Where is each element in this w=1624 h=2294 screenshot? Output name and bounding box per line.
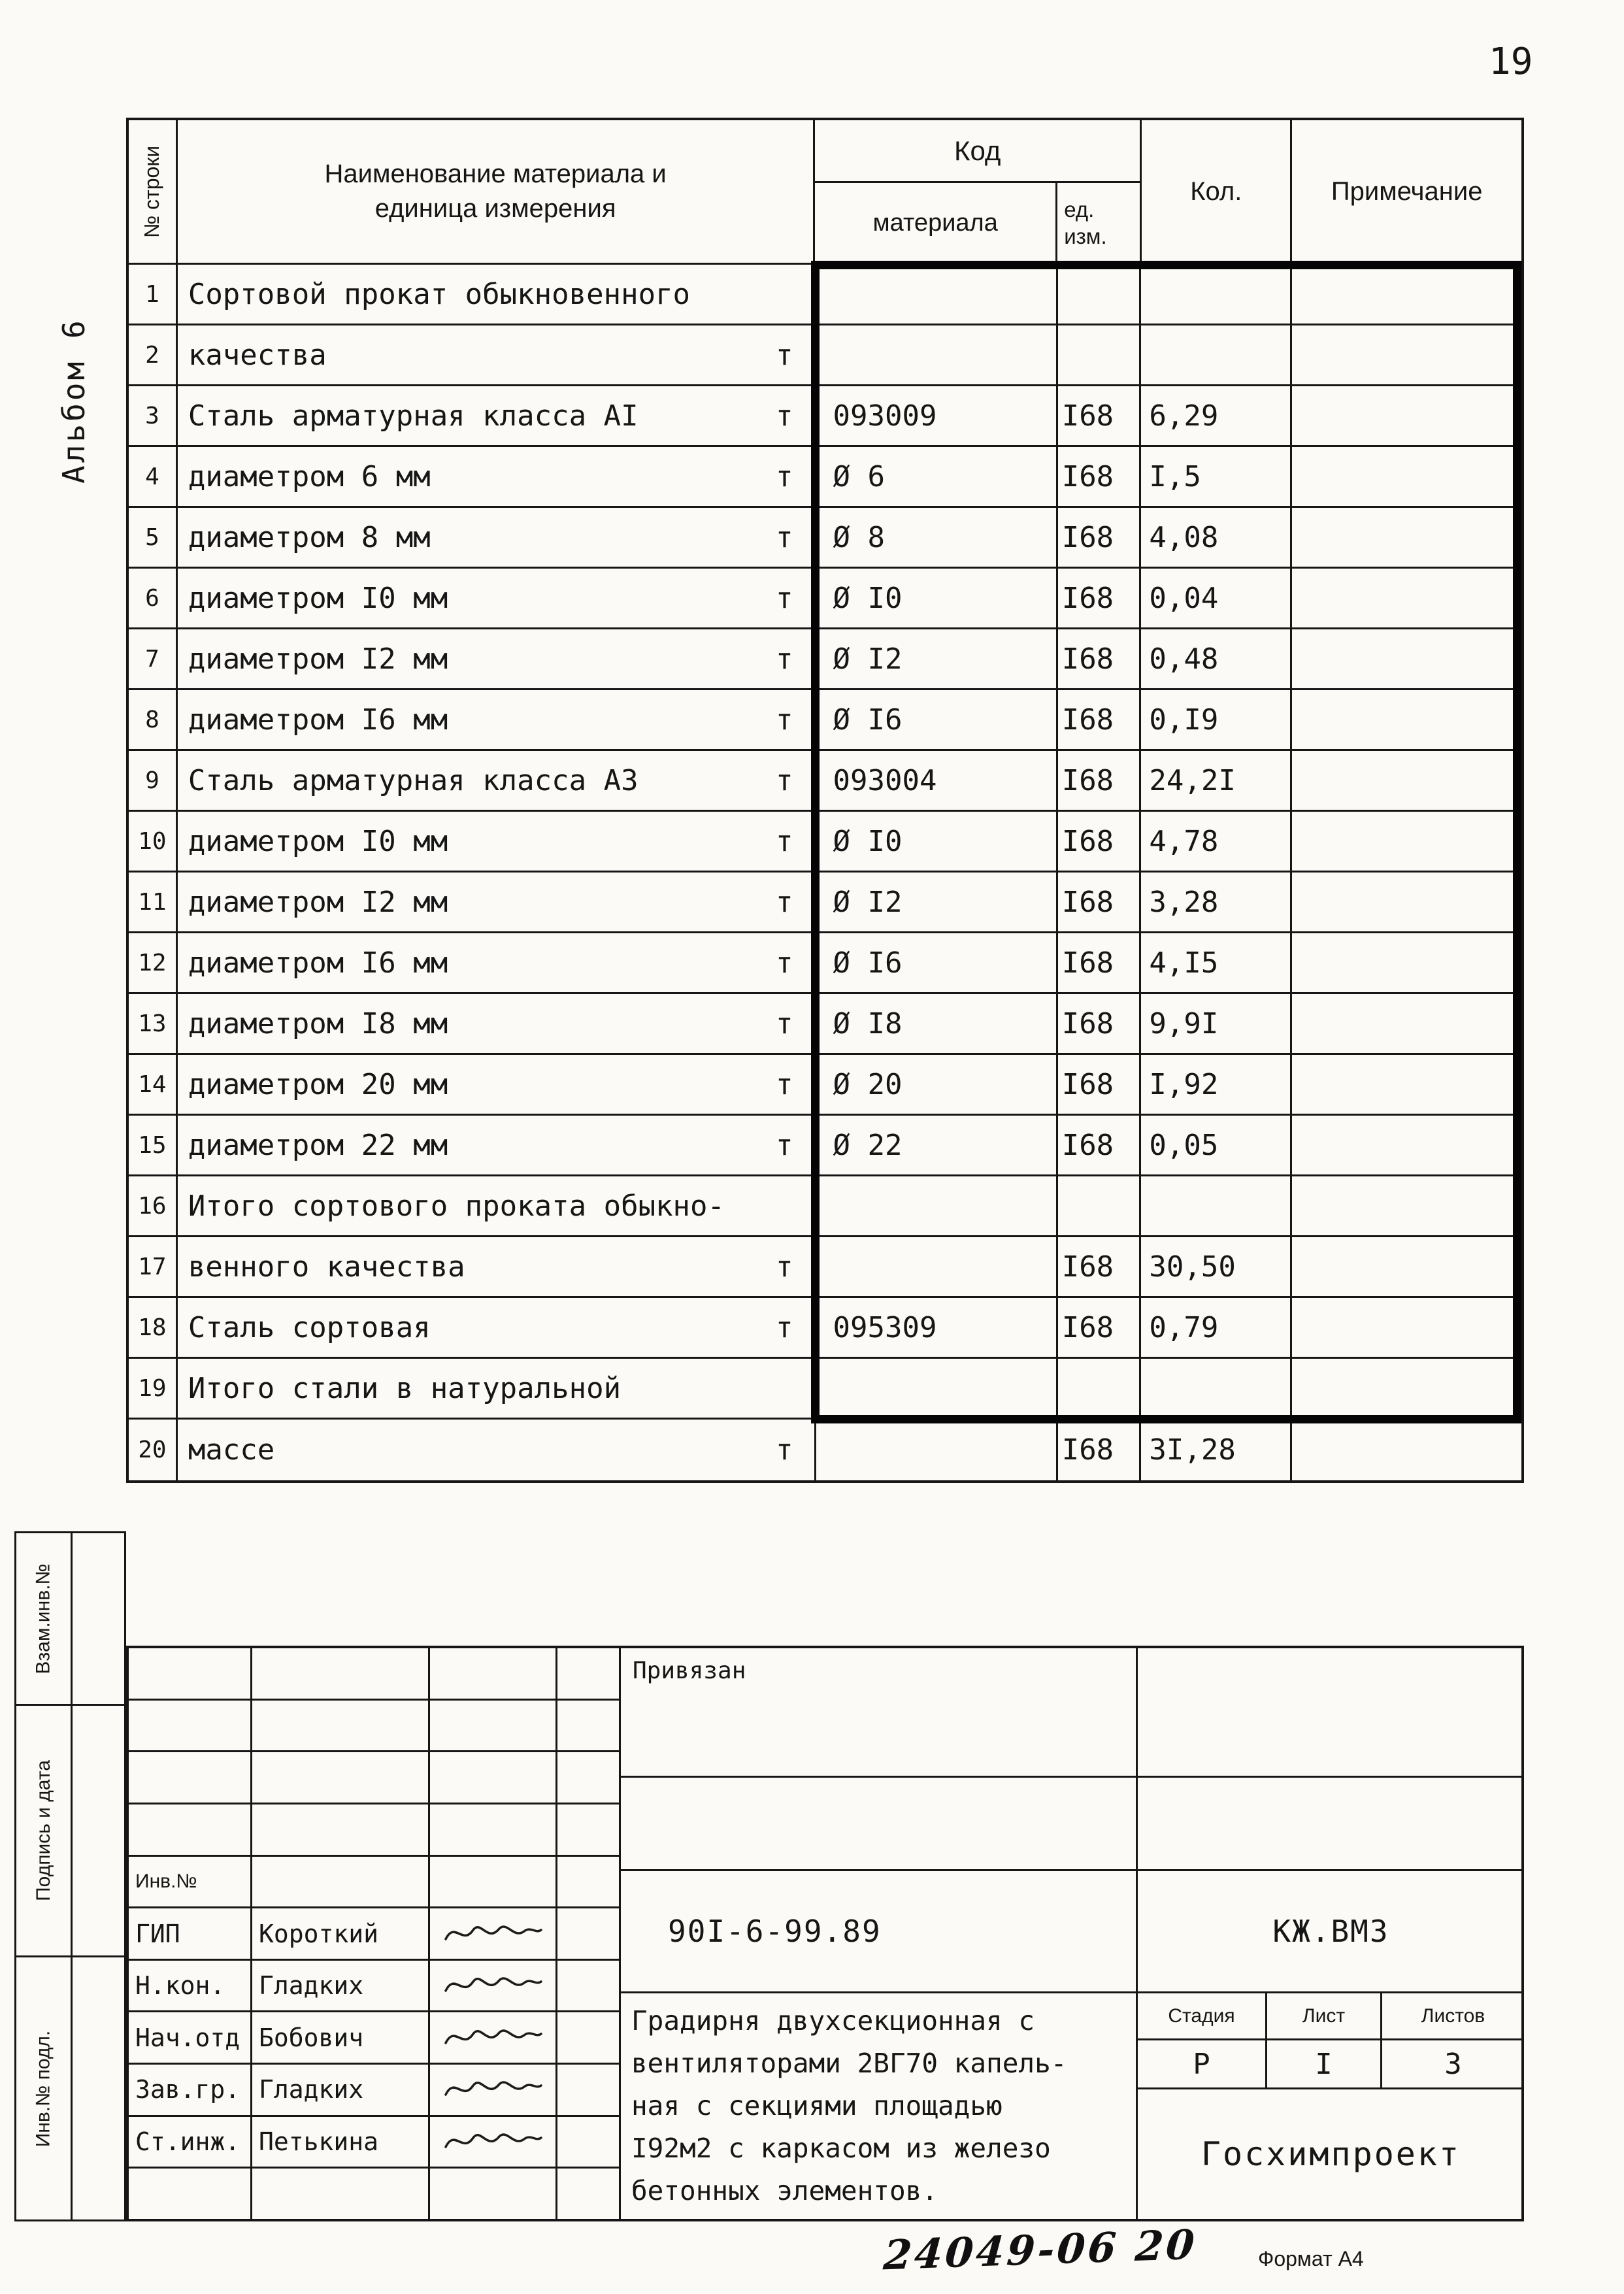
quantity: 6,29 [1141, 386, 1291, 445]
material-unit: т [776, 459, 793, 493]
table-row [129, 751, 1521, 812]
personnel-extra-cell [557, 1804, 619, 1855]
header-row-number-label: № строки [140, 145, 164, 238]
personnel-name-cell [252, 1857, 430, 1907]
row-number: 17 [129, 1237, 178, 1296]
material-unit: т [776, 1128, 793, 1162]
material-name-cell [178, 325, 816, 384]
format-label: Формат А4 [1258, 2247, 1364, 2270]
inventory-number-label: Инв.№ [129, 1857, 252, 1907]
material-name-cell [178, 447, 816, 506]
material-unit: т [776, 1433, 793, 1467]
material-code: Ø I0 [816, 569, 1058, 627]
personnel-extra-cell [557, 2169, 619, 2219]
material-unit: т [776, 885, 793, 919]
note [1292, 933, 1521, 992]
personnel-extra-cell [557, 2117, 619, 2167]
table-row [129, 1359, 1521, 1420]
personnel-sig-cell [430, 2169, 557, 2219]
handwritten-inventory-number: 24049-06 20 [882, 2220, 1199, 2280]
material-name-cell [178, 629, 816, 688]
header-code-unit-line2: изм. [1064, 224, 1107, 248]
material-unit: т [776, 581, 793, 615]
organization-name: Госхимпроект [1201, 2135, 1461, 2173]
sheets-value: 3 [1382, 2040, 1524, 2089]
material-name-cell [178, 1420, 816, 1480]
table-row [129, 629, 1521, 690]
note [1292, 1420, 1521, 1480]
table-row [129, 994, 1521, 1055]
personnel-extra-cell [557, 1857, 619, 1907]
row-number: 14 [129, 1055, 178, 1114]
quantity: 4,08 [1141, 508, 1291, 567]
material-name-cell [178, 751, 816, 810]
material-code [816, 325, 1058, 384]
row-number: 15 [129, 1116, 178, 1174]
empty-cell [1138, 1648, 1524, 1778]
note [1292, 751, 1521, 810]
project-description [621, 1993, 1138, 2219]
signature-stroke [440, 2072, 545, 2106]
personnel-sig-cell [430, 1857, 557, 1907]
side-stamp-blank-cell [73, 1957, 124, 2219]
note [1292, 1055, 1521, 1114]
material-name-cell [178, 873, 816, 931]
row-number: 18 [129, 1298, 178, 1357]
material-name-cell [178, 569, 816, 627]
personnel-row [129, 1961, 619, 2013]
header-code: Код [815, 120, 1140, 183]
note [1292, 325, 1521, 384]
material-name: Сталь арматурная класса АI [188, 399, 638, 433]
personnel-extra-cell [557, 1961, 619, 2011]
description-line: I92м2 с каркасом из железо [631, 2133, 1051, 2164]
table-row [129, 1055, 1521, 1116]
personnel-extra-cell [557, 1648, 619, 1699]
unit-code: I68 [1058, 873, 1142, 931]
material-code: Ø 8 [816, 508, 1058, 567]
material-name: диаметром I2 мм [188, 885, 448, 919]
quantity: 30,50 [1141, 1237, 1291, 1296]
quantity: 0,I9 [1141, 690, 1291, 749]
personnel-extra-cell [557, 1701, 619, 1751]
quantity: I,92 [1141, 1055, 1291, 1114]
material-name-cell [178, 690, 816, 749]
material-name-cell [178, 1237, 816, 1296]
row-number: 11 [129, 873, 178, 931]
material-name-cell [178, 1298, 816, 1357]
unit-code: I68 [1058, 1055, 1142, 1114]
sheets-header: Листов [1382, 1993, 1524, 2040]
personnel-row [129, 1857, 619, 1909]
side-stamp-label: Подпись и дата [32, 1760, 54, 1901]
binding-label: Привязан [633, 1657, 746, 1684]
header-material-name-line1: Наименование материала и [324, 159, 667, 188]
unit-code: I68 [1058, 812, 1142, 871]
row-number: 2 [129, 325, 178, 384]
description-line: Градирня двухсекционная с [631, 2005, 1035, 2036]
side-stamp-label-cell [16, 1533, 73, 1704]
personnel-sig-cell [430, 1804, 557, 1855]
personnel-row [129, 2065, 619, 2117]
stage-value: Р [1138, 2040, 1267, 2089]
material-name-cell [178, 812, 816, 871]
unit-code [1058, 1359, 1142, 1418]
unit-code: I68 [1058, 1116, 1142, 1174]
signature [430, 2117, 557, 2167]
side-stamp-blank-cell [73, 1533, 124, 1704]
material-name: Сортовой прокат обыкновенного [188, 277, 691, 311]
title-block [126, 1646, 1524, 2221]
signature-stroke [440, 1969, 545, 2003]
material-code [816, 1237, 1058, 1296]
header-quantity [1142, 120, 1292, 263]
material-name-cell [178, 265, 816, 324]
unit-code: I68 [1058, 690, 1142, 749]
material-code: Ø 20 [816, 1055, 1058, 1114]
material-name: диаметром 22 мм [188, 1128, 448, 1162]
personnel-row [129, 2012, 619, 2065]
material-code: Ø 6 [816, 447, 1058, 506]
personnel-extra-cell [557, 2012, 619, 2063]
header-code-material: материала [815, 183, 1057, 263]
personnel-row [129, 1648, 619, 1701]
material-unit: т [776, 763, 793, 797]
signature [430, 2065, 557, 2115]
personnel-row [129, 2169, 619, 2219]
header-material-name [178, 120, 815, 263]
material-name-cell [178, 1359, 816, 1418]
note [1292, 265, 1521, 324]
header-code-group [815, 120, 1142, 263]
album-label: Альбом 6 [56, 318, 91, 484]
quantity: 0,48 [1141, 629, 1291, 688]
material-unit: т [776, 338, 793, 372]
note [1292, 1116, 1521, 1174]
material-name: массе [188, 1433, 275, 1467]
empty-cell [1138, 1778, 1524, 1871]
personnel-role-cell [129, 1701, 252, 1751]
material-name: диаметром 6 мм [188, 459, 431, 493]
personnel-role-cell [129, 1752, 252, 1803]
unit-code: I68 [1058, 508, 1142, 567]
row-number: 16 [129, 1176, 178, 1235]
row-number: 19 [129, 1359, 178, 1418]
material-unit: т [776, 520, 793, 554]
sheet-value: I [1267, 2040, 1382, 2089]
personnel-extra-cell [557, 1908, 619, 1959]
quantity: 24,2I [1141, 751, 1291, 810]
personnel-role: Нач.отд [129, 2012, 252, 2063]
side-stamp-label-cell [16, 1957, 73, 2219]
material-name: диаметром I0 мм [188, 824, 448, 858]
quantity: 9,9I [1141, 994, 1291, 1053]
signature [430, 2012, 557, 2063]
signature-stroke [440, 2021, 545, 2055]
table-row [129, 873, 1521, 933]
note [1292, 1176, 1521, 1235]
unit-code: I68 [1058, 1420, 1142, 1480]
quantity: 3I,28 [1141, 1420, 1291, 1480]
personnel-role: ГИП [129, 1908, 252, 1959]
unit-code: I68 [1058, 1237, 1142, 1296]
row-number: 1 [129, 265, 178, 324]
empty-cell [621, 1778, 1138, 1871]
side-stamp-label-cell [16, 1706, 73, 1955]
document-number: 90I-6-99.89 [621, 1871, 1138, 1993]
row-number: 9 [129, 751, 178, 810]
material-name: диаметром I6 мм [188, 703, 448, 737]
quantity: 3,28 [1141, 873, 1291, 931]
material-code: Ø I6 [816, 690, 1058, 749]
personnel-name: Короткий [252, 1908, 430, 1959]
table-row [129, 447, 1521, 508]
side-stamp [14, 1704, 126, 1955]
personnel-name: Бобович [252, 2012, 430, 2063]
description-line: бетонных элементов. [631, 2175, 938, 2206]
quantity: 0,04 [1141, 569, 1291, 627]
note [1292, 873, 1521, 931]
row-number: 5 [129, 508, 178, 567]
unit-code: I68 [1058, 386, 1142, 445]
materials-spec-table [126, 118, 1524, 1483]
material-name-cell [178, 994, 816, 1053]
note [1292, 994, 1521, 1053]
personnel-sig-cell [430, 1701, 557, 1751]
note [1292, 508, 1521, 567]
table-row [129, 265, 1521, 325]
material-name: диаметром I2 мм [188, 642, 448, 676]
row-number: 8 [129, 690, 178, 749]
note [1292, 447, 1521, 506]
note [1292, 629, 1521, 688]
personnel-row [129, 1908, 619, 1961]
material-name: диаметром I6 мм [188, 946, 448, 980]
material-unit: т [776, 399, 793, 433]
header-note [1292, 120, 1521, 263]
table-row [129, 386, 1521, 447]
table-row [129, 508, 1521, 569]
quantity: I,5 [1141, 447, 1291, 506]
table-row [129, 569, 1521, 629]
row-number: 13 [129, 994, 178, 1053]
table-row [129, 1298, 1521, 1359]
note [1292, 1359, 1521, 1418]
personnel-role-cell [129, 1648, 252, 1699]
header-code-sub [815, 183, 1140, 263]
personnel-row [129, 1701, 619, 1753]
unit-code [1058, 265, 1142, 324]
note [1292, 1237, 1521, 1296]
sheet-header: Лист [1267, 1993, 1382, 2040]
side-stamp [14, 1531, 126, 1704]
personnel-grid [129, 1648, 621, 2219]
material-code [816, 1176, 1058, 1235]
material-code [816, 1359, 1058, 1418]
material-code: 093009 [816, 386, 1058, 445]
material-code: Ø 22 [816, 1116, 1058, 1174]
material-name: диаметром 8 мм [188, 520, 431, 554]
material-name: диаметром 20 мм [188, 1067, 448, 1101]
personnel-name-cell [252, 2169, 430, 2219]
table-row [129, 1420, 1521, 1480]
personnel-name-cell [252, 1648, 430, 1699]
table-row [129, 690, 1521, 751]
side-stamp-blank-cell [73, 1706, 124, 1955]
material-name: качества [188, 338, 327, 372]
personnel-extra-cell [557, 1752, 619, 1803]
material-name: диаметром I0 мм [188, 581, 448, 615]
side-stamp-label: Взам.инв.№ [32, 1563, 54, 1674]
material-name-cell [178, 933, 816, 992]
personnel-sig-cell [430, 1752, 557, 1803]
material-code: Ø I6 [816, 933, 1058, 992]
material-unit: т [776, 824, 793, 858]
quantity [1141, 265, 1291, 324]
material-code: Ø I0 [816, 812, 1058, 871]
material-name-cell [178, 1176, 816, 1235]
unit-code: I68 [1058, 751, 1142, 810]
unit-code: I68 [1058, 933, 1142, 992]
signature [430, 1961, 557, 2011]
material-unit: т [776, 1067, 793, 1101]
material-unit: т [776, 946, 793, 980]
personnel-role-cell [129, 1804, 252, 1855]
material-code [816, 1420, 1058, 1480]
material-code: Ø I2 [816, 873, 1058, 931]
document-code: КЖ.ВМ3 [1138, 1871, 1524, 1993]
personnel-name: Гладких [252, 2065, 430, 2115]
unit-code: I68 [1058, 447, 1142, 506]
table-body [129, 265, 1521, 1480]
personnel-row [129, 1804, 619, 1857]
quantity: 4,78 [1141, 812, 1291, 871]
row-number: 10 [129, 812, 178, 871]
personnel-name-cell [252, 1804, 430, 1855]
side-stamp-label: Инв.№ подл. [32, 2030, 54, 2147]
unit-code: I68 [1058, 629, 1142, 688]
description-line: ная с секциями площадью [631, 2090, 1003, 2121]
material-name: Сталь сортовая [188, 1310, 431, 1344]
unit-code: I68 [1058, 1298, 1142, 1357]
material-code: 095309 [816, 1298, 1058, 1357]
material-unit: т [776, 703, 793, 737]
header-code-unit-line1: ед. [1064, 197, 1095, 222]
table-row [129, 1176, 1521, 1237]
personnel-extra-cell [557, 2065, 619, 2115]
personnel-role: Зав.гр. [129, 2065, 252, 2115]
personnel-row [129, 1752, 619, 1804]
header-quantity-label: Кол. [1190, 176, 1242, 206]
quantity [1141, 325, 1291, 384]
material-name-cell [178, 1116, 816, 1174]
personnel-role: Ст.инж. [129, 2117, 252, 2167]
personnel-role: Н.кон. [129, 1961, 252, 2011]
left-stamp-column [14, 1531, 126, 2221]
material-name: диаметром I8 мм [188, 1006, 448, 1040]
row-number: 20 [129, 1420, 178, 1480]
side-stamp [14, 1955, 126, 2221]
personnel-row [129, 2117, 619, 2169]
material-name: венного качества [188, 1250, 465, 1284]
quantity: 4,I5 [1141, 933, 1291, 992]
table-row [129, 1116, 1521, 1176]
material-code: 093004 [816, 751, 1058, 810]
material-unit: т [776, 1006, 793, 1040]
binding-cell [621, 1648, 1138, 1778]
page-number: 19 [1489, 41, 1533, 83]
row-number: 6 [129, 569, 178, 627]
unit-code [1058, 1176, 1142, 1235]
note [1292, 386, 1521, 445]
stage-header: Стадия [1138, 1993, 1267, 2040]
table-row [129, 812, 1521, 873]
header-row-number [129, 120, 178, 263]
description-line: вентиляторами 2ВГ70 капель- [631, 2048, 1067, 2079]
personnel-name-cell [252, 1701, 430, 1751]
row-number: 7 [129, 629, 178, 688]
note [1292, 690, 1521, 749]
personnel-sig-cell [430, 1648, 557, 1699]
signature-stroke [440, 1917, 545, 1951]
personnel-role-cell [129, 2169, 252, 2219]
material-unit: т [776, 642, 793, 676]
signature-stroke [440, 2125, 545, 2159]
note [1292, 812, 1521, 871]
material-name-cell [178, 386, 816, 445]
table-row [129, 325, 1521, 386]
unit-code: I68 [1058, 994, 1142, 1053]
table-row [129, 1237, 1521, 1298]
note [1292, 569, 1521, 627]
header-code-unit [1057, 183, 1140, 263]
material-code: Ø I8 [816, 994, 1058, 1053]
material-name: Итого стали в натуральной [188, 1371, 621, 1405]
material-name-cell [178, 1055, 816, 1114]
material-unit: т [776, 1310, 793, 1344]
quantity [1141, 1176, 1291, 1235]
note [1292, 1298, 1521, 1357]
header-material-name-line2: единица измерения [374, 194, 616, 223]
material-code: Ø I2 [816, 629, 1058, 688]
material-name-cell [178, 508, 816, 567]
header-note-label: Примечание [1331, 176, 1483, 206]
signature [430, 1908, 557, 1959]
row-number: 3 [129, 386, 178, 445]
personnel-name: Петькина [252, 2117, 430, 2167]
unit-code: I68 [1058, 569, 1142, 627]
row-number: 4 [129, 447, 178, 506]
table-header [129, 120, 1521, 265]
material-unit: т [776, 1250, 793, 1284]
material-name: Итого сортового проката обыкно- [188, 1189, 725, 1223]
table-row [129, 933, 1521, 994]
unit-code [1058, 325, 1142, 384]
quantity [1141, 1359, 1291, 1418]
row-number: 12 [129, 933, 178, 992]
quantity: 0,05 [1141, 1116, 1291, 1174]
personnel-name: Гладких [252, 1961, 430, 2011]
material-name: Сталь арматурная класса А3 [188, 763, 638, 797]
quantity: 0,79 [1141, 1298, 1291, 1357]
personnel-name-cell [252, 1752, 430, 1803]
material-code [816, 265, 1058, 324]
